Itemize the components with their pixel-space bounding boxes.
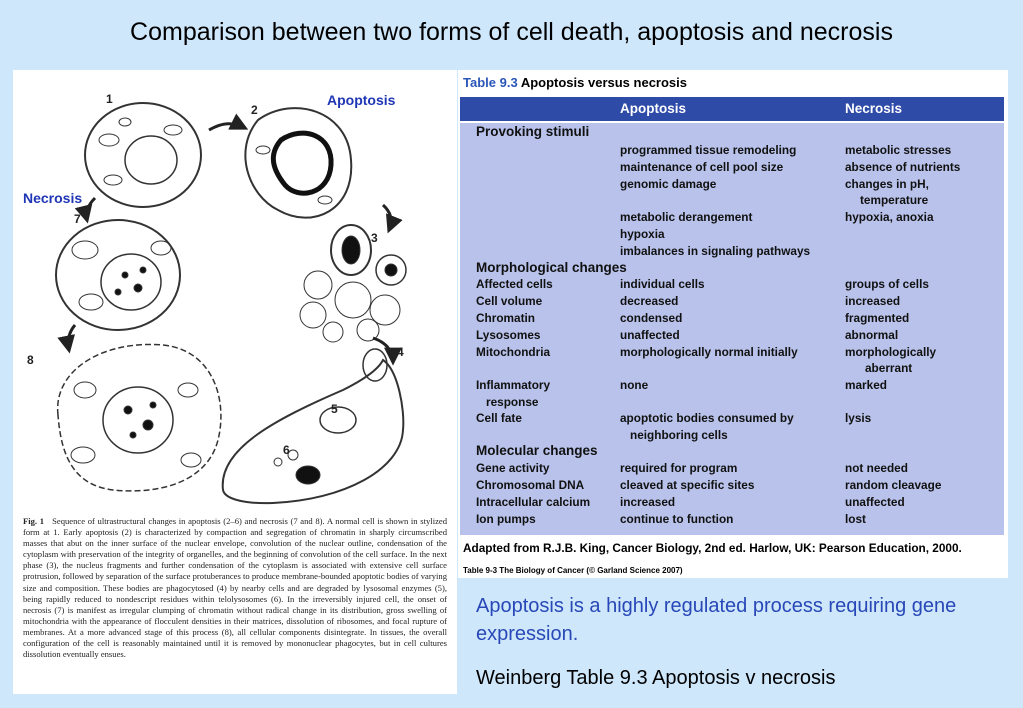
- table-cell: abnormal: [845, 328, 899, 342]
- table-title-text: Apoptosis versus necrosis: [520, 75, 687, 90]
- table-cell: absence of nutrients: [845, 160, 961, 174]
- row-label: Gene activity: [476, 461, 550, 475]
- row-label: Cell fate: [476, 411, 522, 425]
- cell-3-apoptotic-bodies: [300, 225, 406, 342]
- cell-drawings: [13, 70, 457, 510]
- table-cell: groups of cells: [845, 277, 929, 291]
- table-cell: continue to function: [620, 512, 734, 526]
- regulation-note: Apoptosis is a highly regulated process requiring gene expression.: [476, 595, 957, 645]
- row-label: Intracellular calcium: [476, 495, 591, 509]
- table-cell: morphologically normal initially: [620, 345, 798, 359]
- table-cell: increased: [845, 294, 901, 308]
- table-cell: genomic damage: [620, 177, 717, 191]
- table-cell: aberrant: [865, 361, 913, 375]
- row-label: Affected cells: [476, 277, 553, 291]
- table-copyright: Table 9-3 The Biology of Cancer (© Garland Science 2007): [463, 566, 683, 575]
- table-cell: unaffected: [845, 495, 905, 509]
- table-cell: temperature: [860, 193, 929, 207]
- cell-2-early-apoptosis: [245, 108, 351, 218]
- table-cell: individual cells: [620, 277, 705, 291]
- table-cell: not needed: [845, 461, 908, 475]
- row-label: Mitochondria: [476, 345, 551, 359]
- row-label: Cell volume: [476, 294, 543, 308]
- table-cell: required for program: [620, 461, 738, 475]
- table-cell: changes in pH,: [845, 177, 929, 191]
- apoptosis-label: Apoptosis: [327, 92, 396, 108]
- table-cell: lysis: [845, 411, 872, 425]
- stage-number: 8: [27, 353, 34, 367]
- stage-number: 5: [331, 402, 338, 416]
- stage-number: 6: [283, 443, 290, 457]
- table-cell: condensed: [620, 311, 683, 325]
- table-cell: marked: [845, 378, 887, 392]
- slide-title: Comparison between two forms of cell death, apoptosis and necrosis: [130, 18, 893, 46]
- table-title: [463, 75, 687, 90]
- col-necrosis: Necrosis: [845, 101, 903, 116]
- stage-number: 3: [371, 231, 378, 245]
- table-number: Table 9.3: [463, 75, 518, 90]
- stage-number: 2: [251, 103, 258, 117]
- figure-caption: [23, 516, 447, 660]
- row-label: Inflammatory: [476, 378, 551, 392]
- row-label: Lysosomes: [476, 328, 541, 342]
- comparison-table: [458, 70, 1008, 578]
- cell-8-late-necrosis: [58, 344, 221, 490]
- table-cell: random cleavage: [845, 478, 942, 492]
- row-label: response: [486, 395, 539, 409]
- table-cell: metabolic derangement: [620, 210, 753, 224]
- table-cell: morphologically: [845, 345, 937, 359]
- caption-fig-label: Fig. 1: [23, 516, 45, 526]
- necrosis-label: Necrosis: [23, 190, 83, 206]
- table-cell: maintenance of cell pool size: [620, 160, 784, 174]
- table-cell: metabolic stresses: [845, 143, 952, 157]
- row-label: Chromatin: [476, 311, 535, 325]
- table-cell: fragmented: [845, 311, 910, 325]
- table-cell: apoptotic bodies consumed by: [620, 411, 794, 425]
- col-apoptosis: Apoptosis: [620, 101, 686, 116]
- table-cell: none: [620, 378, 649, 392]
- table-cell: decreased: [620, 294, 679, 308]
- row-label: Ion pumps: [476, 512, 536, 526]
- cell-4-5-6-phagocyte: [223, 349, 404, 503]
- cell-death-figure: [13, 70, 457, 694]
- stage-number: 7: [74, 212, 81, 226]
- table-cell: increased: [620, 495, 676, 509]
- table-cell: programmed tissue remodeling: [620, 143, 797, 157]
- stage-number: 4: [397, 345, 404, 359]
- section-molecular: Molecular changes: [476, 443, 598, 458]
- table-cell: hypoxia, anoxia: [845, 210, 934, 224]
- section-morphological: Morphological changes: [476, 260, 627, 275]
- table-cell: neighboring cells: [630, 428, 728, 442]
- table-source: Adapted from R.J.B. King, Cancer Biology, 2nd ed. Harlow, UK: Pearson Education, 2000.: [463, 541, 962, 555]
- section-provoking: Provoking stimuli: [476, 124, 590, 139]
- table-cell: lost: [845, 512, 866, 526]
- caption-text: Sequence of ultrastructural changes in apoptosis (2–6) and necrosis (7 and 8). A normal cell is shown in stylized form at 1. Early apoptosis (2) is characterized by compaction and segregation of chromatin in sharply circumscribed masses that abut on the inner surface of the nuclear envelope, convolution of the nuclear outline, condensation of the cytoplasm with preservation of the integrity of organelles, and the beginning of convolution of the cell surface. In the next phase (3), the nucleus fragments and further condensation of the cytoplasm is associated with extensive cell surface protrusion, followed by separation of the surface protuberances to produce membrane-bounded apoptotic bodies of varying size and composition. These bodies are phagocytosed (4) by nearby cells and are degraded by lysosomal enzymes (5), being rapidly reduced to nondescript residues within telolysosomes (6). In the irreversibly injured cell, the onset of necrosis (7) is manifest as irregular clumping of chromatin without radical change in its distribution, gross swelling of mitochondria with the appearance of flocculent densities in their matrices, dissolution of ribosomes, and focal rupture of membranes. At a more advanced stage of this process (8), all cellular components disintegrate. In tissues, the overall configuration of the cell is reasonably maintained until it is removed by mononuclear phagocytes, but in cell cultures dissolution eventually ensues.: [23, 516, 448, 660]
- table-cell: hypoxia: [620, 227, 665, 241]
- table-cell: imbalances in signaling pathways: [620, 244, 811, 258]
- table-body: [460, 123, 1004, 535]
- reference-note: Weinberg Table 9.3 Apoptosis v necrosis: [476, 667, 836, 689]
- cell-7-early-necrosis: [56, 220, 180, 330]
- stage-number: 1: [106, 92, 113, 106]
- table-cell: cleaved at specific sites: [620, 478, 755, 492]
- table-header: [460, 97, 1004, 121]
- row-label: Chromosomal DNA: [476, 478, 585, 492]
- cell-1-normal: [85, 103, 201, 207]
- table-cell: unaffected: [620, 328, 680, 342]
